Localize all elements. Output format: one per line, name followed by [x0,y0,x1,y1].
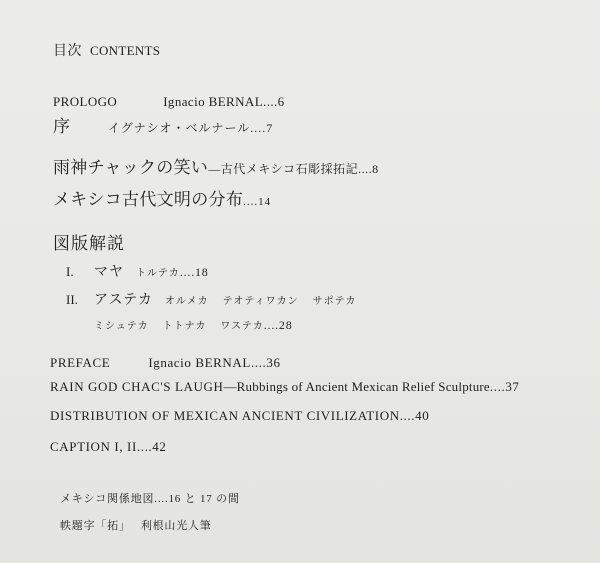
entry-title: メキシコ古代文明の分布 [53,190,244,209]
toc-section-zuhan [53,235,125,252]
entry-number: II. [66,292,78,307]
contents-heading [53,44,160,59]
entry-page: ....28 [263,318,293,332]
footer-map-note [60,494,240,505]
entry-title: 雨神チャックの笑い [53,158,209,177]
entry-subtitle: —古代メキシコ石彫採拓記 [208,162,359,176]
toc-entry-caption[interactable] [50,440,166,453]
heading-en: CONTENTS [90,43,161,58]
map-note-text: メキシコ関係地図....16 と 17 の間 [60,493,240,505]
entry-page: ....18 [179,265,209,279]
entry-subtitle: サポテカ [312,296,357,307]
toc-entry-jo[interactable] [53,118,273,135]
entry-title: RAIN GOD CHAC'S LAUGH [50,379,224,394]
toc-entry-prologo[interactable] [53,95,285,108]
entry-page: ....42 [136,439,167,454]
heading-jp: 目次 [53,44,82,59]
entry-number: I. [66,264,74,279]
entry-title: DISTRIBUTION OF MEXICAN ANCIENT CIVILIZATION [50,408,400,423]
entry-page: ....6 [263,94,285,109]
entry-subtitle: トルテカ [136,268,180,279]
toc-entry-chac-jp[interactable] [53,159,379,176]
toc-entry-maya[interactable] [66,265,209,280]
entry-title: PREFACE [50,355,111,370]
entry-page: ....14 [243,196,272,208]
entry-subtitle: ワステカ [220,321,264,332]
toc-entry-distribution-jp[interactable] [53,191,271,208]
entry-page: ....40 [399,408,430,423]
entry-title: CAPTION I, II [50,439,137,454]
entry-subtitle: ミシュテカ [94,321,149,332]
entry-title: PROLOGO [53,94,118,109]
entry-page: ....36 [250,355,281,370]
entry-subtitle: —Rubbings of Ancient Mexican Relief Sculpture [223,379,490,394]
toc-entry-chac-en[interactable] [50,380,520,393]
toc-entry-distribution-en[interactable] [50,409,429,422]
credit-label: 帙題字「拓」 [60,520,131,532]
section-title: 図版解説 [53,234,125,253]
entry-author: Ignacio BERNAL [148,355,251,370]
entry-title: アステカ [94,293,153,308]
entry-subtitle: トトナカ [162,321,207,332]
entry-title: 序 [53,117,70,136]
entry-page: ....8 [358,162,379,176]
entry-subtitle: テオティワカン [222,296,299,307]
footer-title-credit [60,521,212,532]
toc-entry-aztec-cont[interactable] [94,319,293,332]
entry-page: ....37 [489,379,520,394]
entry-author: イグナシオ・ベルナール [108,121,251,135]
credit-name: 利根山光人筆 [140,520,212,532]
entry-page: ....7 [250,121,274,135]
toc-entry-preface[interactable] [50,356,281,369]
entry-title: マヤ [94,265,124,280]
toc-entry-aztec[interactable] [66,293,356,308]
entry-author: Ignacio BERNAL [163,94,264,109]
entry-subtitle: オルメカ [164,296,209,307]
